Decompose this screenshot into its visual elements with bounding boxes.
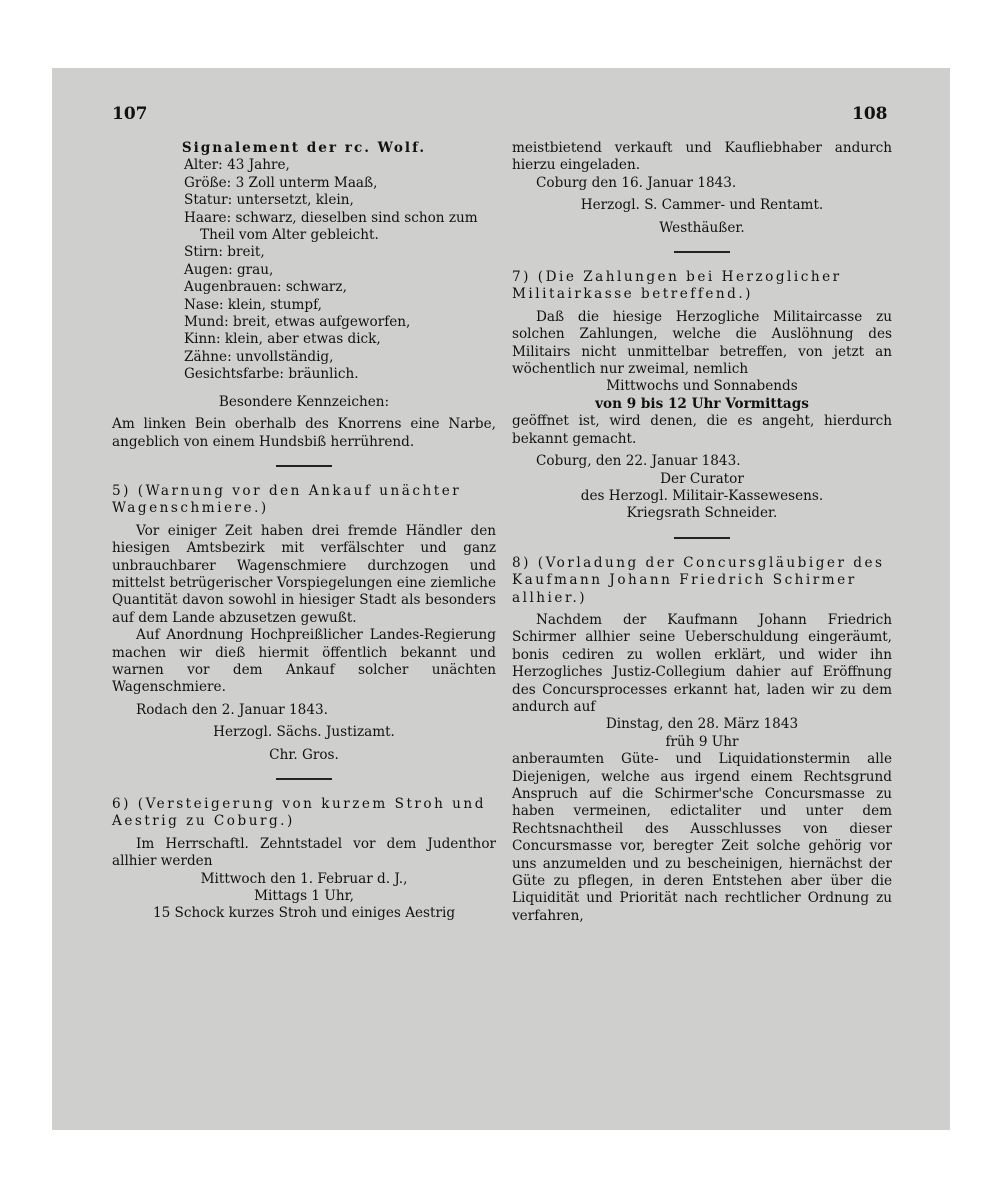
signalement-title: Signalement der rc. Wolf.	[181, 140, 427, 156]
right-column	[512, 140, 892, 925]
notice-8-paragraph-1: Nachdem der Kaufmann Johann Friedrich Schirmer allhier seine Ueberschuldung eingeräumt, bonis cediren zu wollen erklärt, und wider ihn Herzogliches Justiz-Collegium dahier auf Eröffnung des Concursprocesses erkannt hat, laden wir zu dem andurch auf	[512, 611, 892, 715]
signalement-line: Augen: grau,	[184, 261, 274, 278]
notice-office: Herzogl. S. Cammer- und Rentamt.	[580, 197, 824, 214]
continuation-text: meistbietend verkauft und Kaufliebhaber andurch hierzu eingeladen.	[512, 140, 892, 174]
signalement-line: Gesichtsfarbe: bräunlich.	[184, 366, 359, 383]
signalement-line: Haare: schwarz, dieselben sind schon zum	[184, 209, 478, 226]
notice-5-signature: Chr. Gros.	[269, 746, 339, 763]
notice-8-date-line-2: früh 9 Uhr	[665, 733, 739, 750]
notice-6-items: 15 Schock kurzes Stroh und einiges Aestrig	[152, 905, 456, 922]
notice-5-office: Herzogl. Sächs. Justizamt.	[213, 724, 395, 741]
section-divider	[674, 537, 730, 539]
left-column	[112, 140, 496, 923]
notice-6-heading: 6) (Versteigerung von kurzem Stroh und Aestrig zu Coburg.)	[112, 796, 486, 830]
signalement-line: Stirn: breit,	[184, 244, 265, 261]
notice-5-heading: 5) (Warnung vor den Ankauf unächter Wagenschmiere.)	[112, 482, 462, 517]
signalement-list	[112, 157, 496, 383]
notice-8-date-line-1: Dinstag, den 28. März 1843	[605, 716, 799, 733]
signalement-line: Mund: breit, etwas aufgeworfen,	[184, 314, 411, 331]
section-divider	[276, 778, 332, 780]
notice-6-date-line-2: Mittags 1 Uhr,	[254, 888, 354, 905]
signalement-line: Kinn: klein, aber etwas dick,	[184, 331, 381, 348]
page-number-right: 108	[852, 104, 888, 124]
notice-8-paragraph-2: anberaumten Güte- und Liquidationstermin alle Diejenigen, welche aus irgend einem Rechtsgrund Anspruch auf die Schirmer'sche Concursmasse zu haben vermeinen, edictaliter und unter dem Rechtsnachtheil des Ausschlusses von dieser Concursmasse vor, beregter Zeit solche gehörig vor uns anzumelden und zu bescheinigen, hiernächst der Güte zu pflegen, in deren Entstehen aber über die Liquidität und Priorität nach rechtlicher Ordnung zu verfahren,	[512, 751, 892, 924]
notice-7-heading: 7) (Die Zahlungen bei Herzoglicher Militairkasse betreffend.)	[512, 269, 842, 303]
notice-8-heading: 8) (Vorladung der Concursgläubiger des Kaufmann Johann Friedrich Schirmer allhier.)	[512, 554, 885, 606]
signalement-line: Augenbrauen: schwarz,	[184, 279, 347, 296]
notice-7-curator-line-1: Der Curator	[660, 470, 744, 487]
signalement-line: Zähne: unvollständig,	[184, 348, 334, 365]
notice-6-date-line-1: Mittwoch den 1. Februar d. J.,	[200, 870, 408, 887]
notice-place-date: Coburg den 16. Januar 1843.	[536, 174, 737, 191]
notice-7-paragraph-2: geöffnet ist, wird denen, die es angeht, hierdurch bekannt gemacht.	[512, 413, 892, 447]
notice-5-paragraph-1: Vor einiger Zeit haben drei fremde Händler den hiesigen Amtsbezirk mit verfälschter und ganz unbrauchbarer Wagenschmiere durchzogen und mittelst betrügerischer Vorspiegelungen eine ziemliche Quantität davon sowohl in hiesiger Stadt als besonders auf dem Lande abzusetzen gewußt.	[112, 522, 496, 626]
notice-7-days: Mittwochs und Sonnabends	[606, 378, 798, 395]
notice-5-paragraph-2: Auf Anordnung Hochpreißlicher Landes-Regierung machen wir dieß hiermit öffentlich bekannt und warnen vor dem Ankauf solcher unächten Wagenschmiere.	[112, 627, 496, 696]
page-number-left: 107	[112, 104, 148, 124]
signalement-line: Theil vom Alter gebleicht.	[200, 227, 379, 244]
signalement-line: Alter: 43 Jahre,	[184, 157, 290, 174]
notice-6-paragraph: Im Herrschaftl. Zehntstadel vor dem Judenthor allhier werden	[112, 835, 496, 870]
signalement-line: Statur: untersetzt, klein,	[184, 192, 354, 209]
section-divider	[674, 251, 730, 253]
section-divider	[276, 465, 332, 467]
signalement-line: Nase: klein, stumpf,	[184, 296, 322, 313]
signalement-line: Größe: 3 Zoll unterm Maaß,	[184, 174, 378, 191]
notice-signature: Westhäußer.	[659, 219, 745, 236]
notice-5-place-date: Rodach den 2. Januar 1843.	[136, 701, 328, 718]
notice-7-curator-line-2: des Herzogl. Militair-Kassewesens.	[580, 487, 824, 504]
notice-7-paragraph: Daß die hiesige Herzogliche Militaircasse zu solchen Zahlungen, welche die Auslöhnung des Militairs nicht unmittelbar betreffen, von jetzt an wöchentlich nur zweimal, nemlich	[512, 308, 892, 378]
kennzeichen-title: Besondere Kennzeichen:	[218, 393, 390, 410]
notice-7-hours: von 9 bis 12 Uhr Vormittags	[595, 395, 809, 412]
notice-7-place-date: Coburg, den 22. Januar 1843.	[536, 453, 741, 470]
notice-7-signature: Kriegsrath Schneider.	[626, 505, 778, 522]
kennzeichen-text: Am linken Bein oberhalb des Knorrens eine Narbe, angeblich von einem Hundsbiß herrührend.	[112, 416, 496, 450]
